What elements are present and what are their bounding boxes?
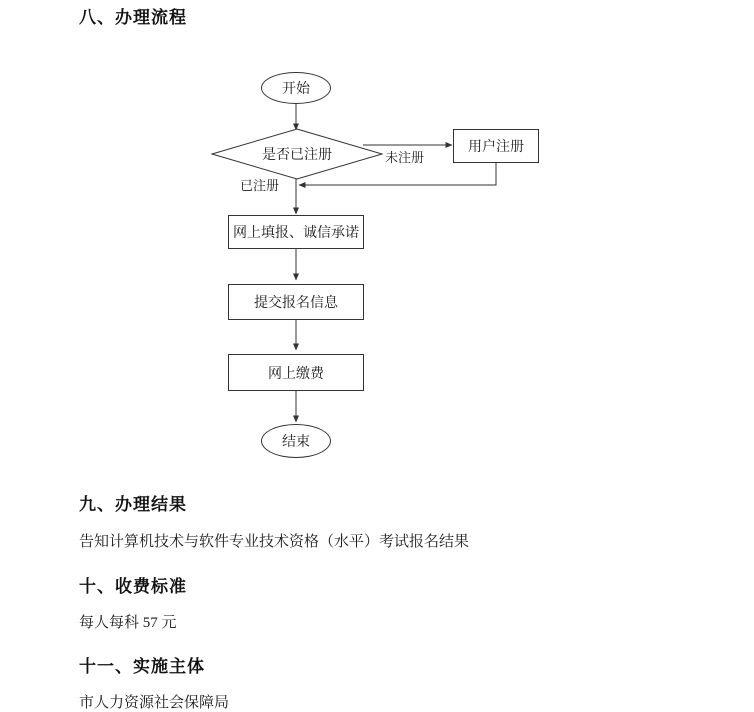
section-heading-authority: 十一、实施主体 — [79, 657, 205, 676]
flow-node-decision-label: 是否已注册 — [262, 148, 332, 163]
flow-node-user-register — [453, 129, 539, 163]
flow-node-user-register-label: 用户注册 — [468, 140, 524, 155]
flowchart-connectors — [0, 30, 754, 480]
flow-node-start-label: 开始 — [282, 82, 310, 97]
section-heading-fee: 十、收费标准 — [79, 577, 187, 596]
flow-node-end-label: 结束 — [282, 435, 310, 450]
section-text-fee: 每人每科 57 元 — [79, 615, 177, 631]
edge-label-registered: 已注册 — [240, 178, 280, 193]
flow-node-pay-label: 网上缴费 — [268, 366, 324, 382]
section-heading-result: 九、办理结果 — [79, 495, 187, 514]
section-text-result: 告知计算机技术与软件专业技术资格（水平）考试报名结果 — [79, 534, 470, 550]
flow-node-fill-form-label: 网上填报、诚信承诺 — [233, 226, 359, 241]
flow-node-decision — [211, 128, 383, 180]
process-flowchart — [0, 30, 754, 480]
edge-label-not-registered: 未注册 — [385, 150, 425, 165]
flow-node-submit — [228, 284, 364, 320]
flow-node-start — [261, 72, 331, 104]
section-text-authority: 市人力资源社会保障局 — [79, 695, 230, 711]
flow-node-submit-label: 提交报名信息 — [254, 296, 338, 311]
flow-node-end — [261, 424, 331, 458]
section-heading-process: 八、办理流程 — [79, 8, 187, 27]
flow-node-pay — [228, 354, 364, 391]
flow-node-fill-form — [228, 215, 364, 249]
